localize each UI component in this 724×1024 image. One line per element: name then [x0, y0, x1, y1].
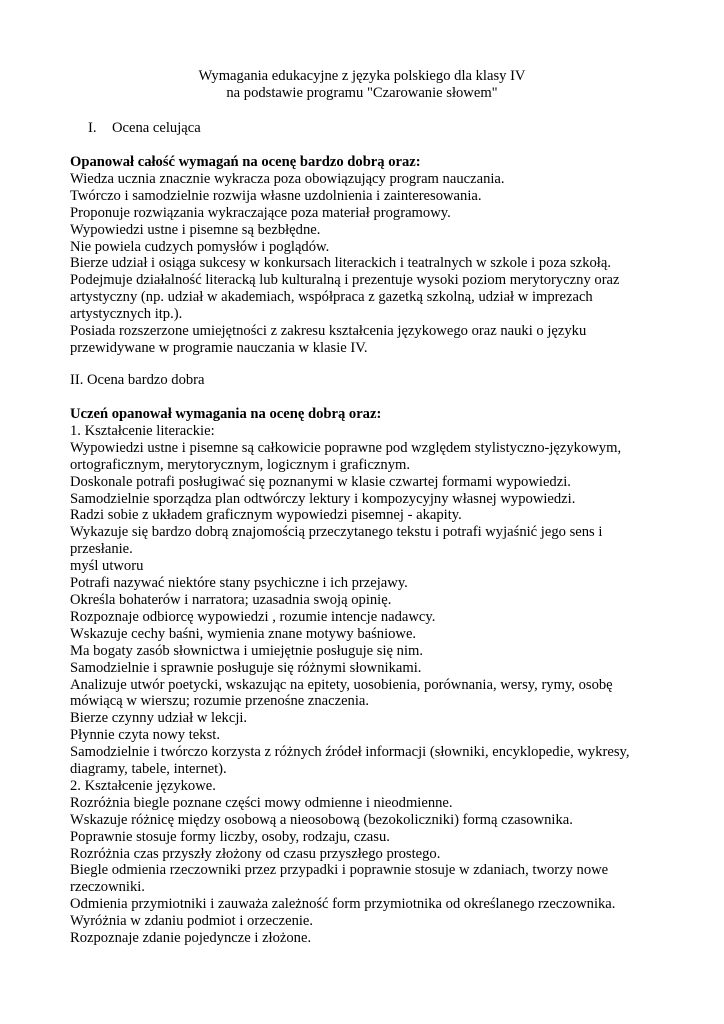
section-1-line: artystyczny (np. udział w akademiach, współpraca z gazetką szkolną, udział w imprezach	[70, 289, 593, 306]
section-2-body	[70, 406, 670, 947]
section-1-line: Twórczo i samodzielnie rozwija własne uzdolnienia i zainteresowania.	[70, 187, 482, 204]
section-1-heading	[88, 120, 201, 137]
section-1-line: artystycznych itp.).	[70, 306, 183, 323]
section-1-intro: Opanował całość wymagań na ocenę bardzo dobrą oraz:	[70, 154, 421, 170]
section-2-line: Rozróżnia czas przyszły złożony od czasu przyszłego prostego.	[70, 845, 441, 862]
section-2-line: ortograficznym, merytorycznym, logicznym i graficznym.	[70, 456, 410, 473]
section-1-line: Podejmuje działalność literacką lub kulturalną i prezentuje wysoki poziom merytoryczny oraz	[70, 272, 620, 289]
section-1-number: I.	[88, 120, 97, 136]
section-2-line: Potrafi nazywać niektóre stany psychiczne i ich przejawy.	[70, 575, 408, 592]
section-2-line: Płynnie czyta nowy tekst.	[70, 727, 220, 744]
section-2-line: Określa bohaterów i narratora; uzasadnia swoją opinię.	[70, 591, 392, 608]
section-1-line: Nie powiela cudzych pomysłów i poglądów.	[70, 238, 330, 255]
section-2-line: mówiącą w wierszu; rozumie przenośne znaczenia.	[70, 693, 370, 710]
section-2-line: diagramy, tabele, internet).	[70, 761, 227, 778]
section-1-line: Bierze udział i osiąga sukcesy w konkursach literackich i teatralnych w szkole i poza szkołą.	[70, 255, 611, 272]
section-2-line: 2. Kształcenie językowe.	[70, 777, 216, 794]
section-2-line: rzeczowniki.	[70, 879, 145, 896]
section-2-line: Odmienia przymiotniki i zauważa zależność form przymiotnika od określanego rzeczownika.	[70, 896, 616, 913]
section-2-line: Rozróżnia biegle poznane części mowy odmienne i nieodmienne.	[70, 794, 453, 811]
section-2-line: Bierze czynny udział w lekcji.	[70, 710, 248, 727]
section-1-line: Wiedza ucznia znacznie wykracza poza obowiązujący program nauczania.	[70, 170, 505, 187]
document-title	[0, 68, 724, 102]
section-2-line: Analizuje utwór poetycki, wskazując na epitety, uosobienia, porównania, wersy, rymy, osobę	[70, 676, 613, 693]
section-2-line: Samodzielnie i sprawnie posługuje się różnymi słownikami.	[70, 659, 422, 676]
section-1-line: przewidywane w programie nauczania w klasie IV.	[70, 339, 368, 356]
section-2-line: Samodzielnie i twórczo korzysta z różnych źródeł informacji (słowniki, encyklopedie, wykresy,	[70, 744, 630, 761]
section-2-heading	[70, 372, 670, 389]
section-2-line: 1. Kształcenie literackie:	[70, 422, 215, 439]
section-2-line: Biegle odmienia rzeczowniki przez przypadki i poprawnie stosuje w zdaniach, tworzy nowe	[70, 862, 609, 879]
section-2-line: Wskazuje cechy baśni, wymienia znane motywy baśniowe.	[70, 625, 417, 642]
section-2-intro: Uczeń opanował wymagania na ocenę dobrą oraz:	[70, 406, 382, 422]
section-2-line: myśl utworu	[70, 558, 144, 575]
section-2-line: Poprawnie stosuje formy liczby, osoby, rodzaju, czasu.	[70, 828, 390, 845]
section-1-line: Wypowiedzi ustne i pisemne są bezbłędne.	[70, 221, 321, 238]
section-2-line: Rozpoznaje zdanie pojedyncze i złożone.	[70, 930, 312, 947]
section-1-line: Posiada rozszerzone umiejętności z zakresu kształcenia językowego oraz nauki o języku	[70, 323, 587, 340]
section-1-body	[70, 154, 670, 357]
section-2-line: przesłanie.	[70, 541, 133, 558]
section-2-line: Rozpoznaje odbiorcę wypowiedzi , rozumie intencje nadawcy.	[70, 608, 436, 625]
section-2-line: Doskonale potrafi posługiwać się poznanymi w klasie czwartej formami wypowiedzi.	[70, 473, 571, 490]
section-2-line: Radzi sobie z układem graficznym wypowiedzi pisemnej - akapity.	[70, 507, 462, 524]
section-2-line: Wypowiedzi ustne i pisemne są całkowicie poprawne pod względem stylistyczno-językowym,	[70, 439, 622, 456]
section-1-line: Proponuje rozwiązania wykraczające poza materiał programowy.	[70, 204, 451, 221]
section-2-line: Ma bogaty zasób słownictwa i umiejętnie posługuje się nim.	[70, 642, 424, 659]
section-2-line: Wskazuje różnicę między osobową a nieosobową (bezokoliczniki) formą czasownika.	[70, 811, 573, 828]
section-2-line: Wyróżnia w zdaniu podmiot i orzeczenie.	[70, 913, 314, 930]
section-2-line: Wykazuje się bardzo dobrą znajomością przeczytanego tekstu i potrafi wyjaśnić jego sens i	[70, 524, 603, 541]
section-2-label: II. Ocena bardzo dobra	[70, 372, 205, 388]
title-line-1: Wymagania edukacyjne z języka polskiego dla klasy IV	[198, 68, 526, 84]
section-2-line: Samodzielnie sporządza plan odtwórczy lektury i kompozycyjny własnej wypowiedzi.	[70, 490, 576, 507]
section-1-label: Ocena celująca	[112, 120, 201, 136]
title-line-2: na podstawie programu "Czarowanie słowem"	[226, 84, 498, 101]
